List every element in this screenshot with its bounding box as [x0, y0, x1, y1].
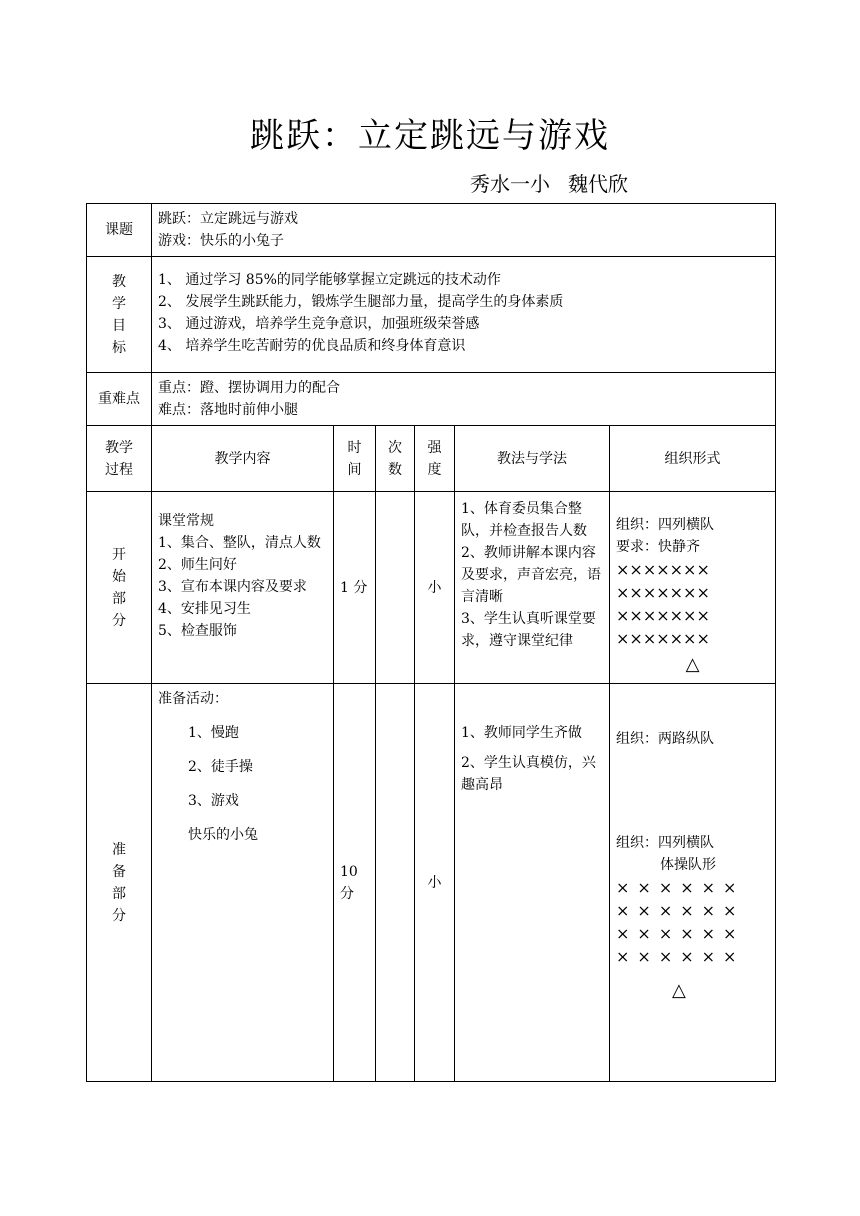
key-points-row	[87, 373, 776, 426]
header-times: 次数	[388, 439, 402, 478]
prep-content-item: 快乐的小兔	[188, 827, 258, 843]
prep-org-b2: 体操队形	[660, 857, 716, 873]
start-label-cell	[87, 492, 152, 684]
formation-row: ××××××	[616, 924, 745, 943]
prep-content-item: 2、徒手操	[188, 759, 253, 775]
goals-label-cell	[87, 257, 152, 373]
goal-item: 1、 通过学习 85%的同学能够掌握立定跳远的技术动作	[158, 272, 501, 288]
goal-item: 2、 发展学生跳跃能力，锻炼学生腿部力量，提高学生的身体素质	[158, 294, 564, 310]
start-method	[455, 492, 610, 684]
topic-content	[152, 204, 776, 257]
header-method: 教法与学法	[455, 426, 610, 492]
prep-method	[455, 684, 610, 1082]
prep-content-item: 3、游戏	[188, 793, 239, 809]
formation-row: ×××××××	[616, 629, 710, 648]
start-time: 1 分	[334, 492, 376, 684]
topic-label: 课题	[87, 204, 152, 257]
header-row	[87, 426, 776, 492]
header-org: 组织形式	[610, 426, 776, 492]
teacher-position-icon: △	[685, 654, 700, 675]
author-line	[470, 168, 628, 197]
prep-org-b: 组织：四列横队	[616, 835, 714, 851]
prep-intensity: 小	[415, 684, 455, 1082]
start-org	[610, 492, 776, 684]
start-intensity: 小	[415, 492, 455, 684]
formation-row: ××××××	[616, 901, 745, 920]
start-content-line: 5、检查服饰	[158, 623, 237, 639]
prep-content-item: 1、慢跑	[188, 725, 239, 741]
prep-section-row	[87, 684, 776, 1082]
goals-label: 教学目标	[112, 273, 126, 356]
goal-item: 3、 通过游戏，培养学生竞争意识，加强班级荣誉感	[158, 316, 480, 332]
prep-method-line: 1、教师同学生齐做	[461, 725, 582, 741]
prep-org	[610, 684, 776, 1082]
formation-row: ×××××××	[616, 560, 710, 579]
topic-line: 游戏：快乐的小兔子	[158, 233, 284, 249]
teacher-position-icon: △	[672, 980, 686, 1001]
topic-row	[87, 204, 776, 257]
formation-row: ×××××××	[616, 583, 710, 602]
prep-content	[152, 684, 334, 1082]
prep-times	[376, 684, 415, 1082]
prep-label-cell	[87, 684, 152, 1082]
start-content	[152, 492, 334, 684]
formation-row: ××××××	[616, 878, 745, 897]
prep-org-a: 组织：两路纵队	[616, 731, 714, 747]
start-method-line: 1、体育委员集合整队，并检查报告人数	[461, 501, 587, 539]
start-section-row	[87, 492, 776, 684]
prep-method-line: 2、学生认真模仿，兴趣高昂	[461, 755, 596, 793]
header-times-cell	[376, 426, 415, 492]
start-org-line: 要求：快静齐	[616, 539, 700, 555]
prep-time: 10分	[334, 684, 376, 1082]
start-content-line: 4、安排见习生	[158, 601, 251, 617]
start-times	[376, 492, 415, 684]
start-label: 开始部分	[112, 546, 126, 629]
key-line: 难点：落地时前伸小腿	[158, 402, 298, 418]
header-content: 教学内容	[152, 426, 334, 492]
teacher-name: 魏代欣	[568, 172, 628, 196]
key-content	[152, 373, 776, 426]
prep-content-title: 准备活动：	[158, 691, 228, 707]
formation-row: ×××××××	[616, 606, 710, 625]
document-title: 跳跃：立定跳远与游戏	[250, 116, 610, 156]
goals-row	[87, 257, 776, 373]
goals-content	[152, 257, 776, 373]
topic-line: 跳跃：立定跳远与游戏	[158, 211, 298, 227]
start-content-line: 1、集合、整队，清点人数	[158, 535, 321, 551]
key-label: 重难点	[87, 373, 152, 426]
prep-label: 准备部分	[112, 841, 126, 924]
lesson-plan-table	[86, 203, 776, 1082]
start-method-line: 3、学生认真听课堂要求，遵守课堂纪律	[461, 611, 596, 649]
start-content-line: 2、师生问好	[158, 557, 237, 573]
key-line: 重点：蹬、摆协调用力的配合	[158, 380, 340, 396]
goal-item: 4、 培养学生吃苦耐劳的优良品质和终身体育意识	[158, 338, 466, 354]
header-time-cell	[334, 426, 376, 492]
header-process: 教学过程	[105, 439, 133, 478]
start-method-line: 2、教师讲解本课内容及要求，声音宏亮，语言清晰	[461, 545, 601, 605]
start-content-line: 课堂常规	[158, 513, 214, 529]
formation-row: ××××××	[616, 947, 745, 966]
start-org-line: 组织：四列横队	[616, 517, 714, 533]
start-content-line: 3、宣布本课内容及要求	[158, 579, 307, 595]
header-process-cell	[87, 426, 152, 492]
header-time: 时间	[347, 439, 362, 478]
header-intensity: 强度	[427, 439, 442, 478]
header-intensity-cell	[415, 426, 455, 492]
school-name: 秀水一小	[470, 172, 550, 196]
